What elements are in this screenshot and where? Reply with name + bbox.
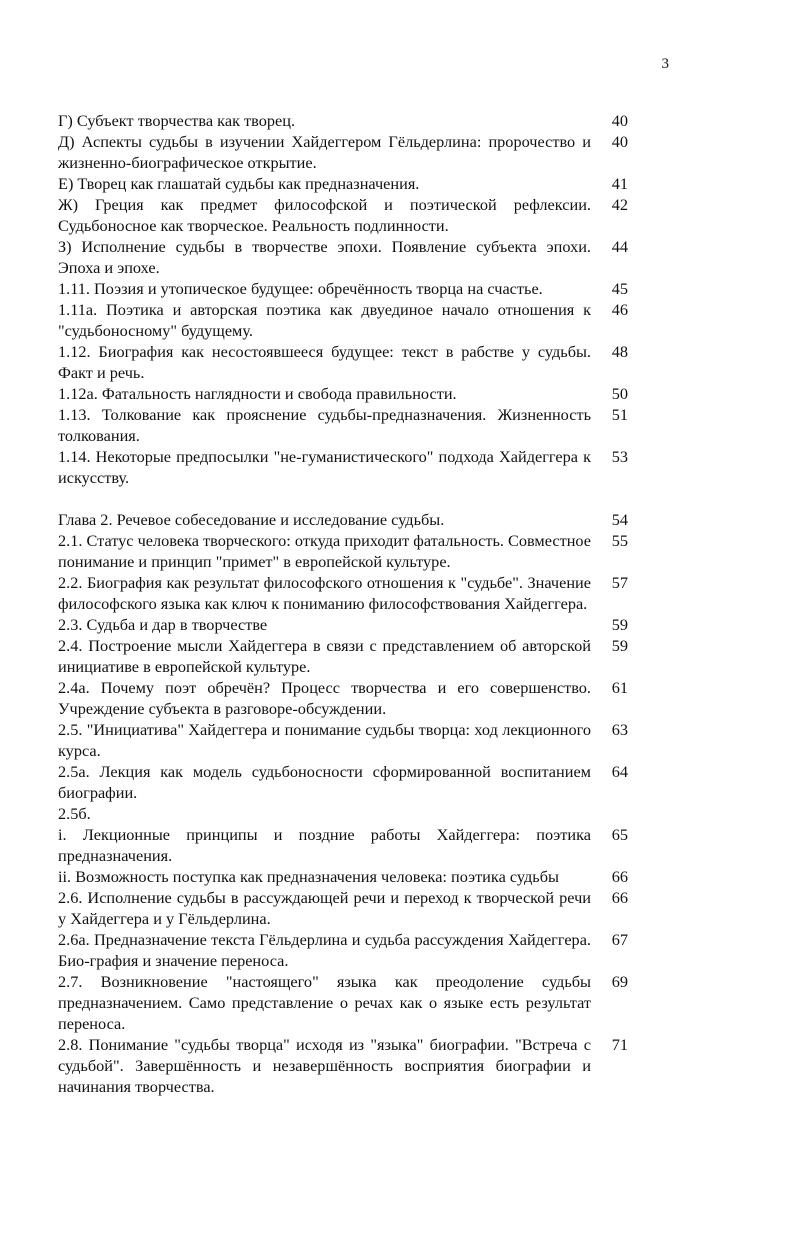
toc-entry-page: 63 bbox=[611, 720, 628, 739]
toc-entry-page: 53 bbox=[611, 447, 628, 466]
toc-entry-title: 2.8. Понимание "судьбы творца" исходя из "языка" биографии. "Встреча с судьбой". Завершённость и незавершённость восприятия биографии и начинания творчества. bbox=[58, 1035, 591, 1096]
table-of-contents bbox=[58, 110, 628, 1097]
toc-entry-page: 67 bbox=[611, 930, 628, 949]
toc-entry bbox=[58, 866, 628, 887]
toc-entry-page: 41 bbox=[611, 174, 628, 193]
toc-entry bbox=[58, 110, 628, 131]
toc-entry-page: 54 bbox=[611, 510, 628, 529]
toc-entry-title: Д) Аспекты судьбы в изучении Хайдеггером Гёльдерлина: пророчество и жизненно-биографическое открытие. bbox=[58, 132, 591, 172]
toc-entry-page: 59 bbox=[611, 615, 628, 634]
toc-entry-page: 48 bbox=[611, 342, 628, 361]
toc-entry-title: Г) Субъект творчества как творец. bbox=[58, 111, 296, 130]
toc-entry bbox=[58, 635, 628, 677]
toc-entry-title: 2.2. Биография как результат философского отношения к "судьбе". Значение философского языка как ключ к пониманию философствования Хайдеггера. bbox=[58, 573, 591, 613]
toc-entry-title: 1.11. Поэзия и утопическое будущее: обречённость творца на счастье. bbox=[58, 279, 543, 298]
toc-entry-page: 50 bbox=[611, 384, 628, 403]
toc-entry bbox=[58, 929, 628, 971]
toc-entry-title: Е) Творец как глашатай судьбы как предназначения. bbox=[58, 174, 420, 193]
toc-entry-title: 2.4. Построение мысли Хайдеггера в связи с представлением об авторской инициативе в европейской культуре. bbox=[58, 636, 591, 676]
toc-entry bbox=[58, 719, 628, 761]
toc-entry-title: 1.12. Биография как несостоявшееся будущее: текст в рабстве у судьбы. Факт и речь. bbox=[58, 342, 591, 382]
toc-entry-title: ii. Возможность поступка как предназначения человека: поэтика судьбы bbox=[58, 867, 559, 886]
toc-entry bbox=[58, 572, 628, 614]
toc-entry bbox=[58, 383, 628, 404]
toc-entry-page: 46 bbox=[611, 300, 628, 319]
toc-entry-title: Ж) Греция как предмет философской и поэтической рефлексии. Судьбоносное как творческое. Реальность подлинности. bbox=[58, 195, 591, 235]
toc-entry-page: 64 bbox=[611, 762, 628, 781]
toc-entry-page: 51 bbox=[611, 405, 628, 424]
toc-entry bbox=[58, 971, 628, 1034]
toc-entry bbox=[58, 530, 628, 572]
toc-entry bbox=[58, 824, 628, 866]
toc-entry-page: 59 bbox=[611, 636, 628, 655]
toc-entry-title: i. Лекционные принципы и поздние работы Хайдеггера: поэтика предназначения. bbox=[58, 825, 591, 865]
toc-entry-page: 65 bbox=[611, 825, 628, 844]
toc-entry-title: 1.12а. Фатальность наглядности и свобода правильности. bbox=[58, 384, 457, 403]
toc-entry-title: 2.1. Статус человека творческого: откуда приходит фатальность. Совместное понимание и принцип "примет" в европейской культуре. bbox=[58, 531, 591, 571]
toc-entry-title: 2.6а. Предназначение текста Гёльдерлина и судьба рассуждения Хайдеггера. Био-графия и значение переноса. bbox=[58, 930, 591, 970]
toc-entry-page: 45 bbox=[611, 279, 628, 298]
toc-entry bbox=[58, 446, 628, 488]
toc-entry-title: 2.4а. Почему поэт обречён? Процесс творчества и его совершенство. Учреждение субъекта в разговоре-обсуждении. bbox=[58, 678, 591, 718]
toc-entry-page: 42 bbox=[611, 195, 628, 214]
toc-entry bbox=[58, 677, 628, 719]
toc-entry bbox=[58, 803, 628, 824]
toc-entry-title: 2.5а. Лекция как модель судьбоносности сформированной воспитанием биографии. bbox=[58, 762, 591, 802]
toc-entry-title: Глава 2. Речевое собеседование и исследование судьбы. bbox=[58, 510, 445, 529]
toc-entry-title: 1.13. Толкование как прояснение судьбы-предназначения. Жизненность толкования. bbox=[58, 405, 591, 445]
toc-entry bbox=[58, 341, 628, 383]
toc-entry bbox=[58, 761, 628, 803]
toc-entry-page: 57 bbox=[611, 573, 628, 592]
toc-entry-title: 2.5. "Инициатива" Хайдеггера и понимание судьбы творца: ход лекционного курса. bbox=[58, 720, 591, 760]
toc-entry-title: З) Исполнение судьбы в творчестве эпохи. Появление субъекта эпохи. Эпоха и эпохе. bbox=[58, 237, 591, 277]
toc-entry-title: 2.6. Исполнение судьбы в рассуждающей речи и переход к творческой речи у Хайдеггера и у Гёльдерлина. bbox=[58, 888, 591, 928]
toc-entry bbox=[58, 131, 628, 173]
toc-entry-page: 61 bbox=[611, 678, 628, 697]
page-number: 3 bbox=[661, 56, 669, 72]
toc-entry-page: 71 bbox=[611, 1035, 628, 1054]
toc-entry bbox=[58, 194, 628, 236]
toc-entry bbox=[58, 278, 628, 299]
toc-entry bbox=[58, 1034, 628, 1097]
toc-entry-title: 1.11а. Поэтика и авторская поэтика как двуединое начало отношения к "судьбоносному" будущему. bbox=[58, 300, 591, 340]
toc-entry-page: 40 bbox=[611, 132, 628, 151]
toc-entry-title: 2.3. Судьба и дар в творчестве bbox=[58, 615, 268, 634]
toc-entry-title: 1.14. Некоторые предпосылки "не-гуманистического" подхода Хайдеггера к искусству. bbox=[58, 447, 591, 487]
toc-entry bbox=[58, 887, 628, 929]
toc-entry-title: 2.7. Возникновение "настоящего" языка как преодоление судьбы предназначением. Само представление о речах как о языке есть результат переноса. bbox=[58, 972, 591, 1033]
toc-entry bbox=[58, 404, 628, 446]
toc-entry bbox=[58, 236, 628, 278]
toc-entry-page: 40 bbox=[611, 111, 628, 130]
toc-entry bbox=[58, 173, 628, 194]
toc-entry-page: 44 bbox=[611, 237, 628, 256]
toc-entry-page: 66 bbox=[611, 888, 628, 907]
toc-entry bbox=[58, 299, 628, 341]
toc-entry bbox=[58, 614, 628, 635]
toc-chapter-heading bbox=[58, 509, 628, 530]
toc-entry-page: 69 bbox=[611, 972, 628, 991]
toc-entry-title: 2.5б. bbox=[58, 804, 91, 823]
toc-entry-page: 55 bbox=[611, 531, 628, 550]
toc-entry-page: 66 bbox=[611, 867, 628, 886]
